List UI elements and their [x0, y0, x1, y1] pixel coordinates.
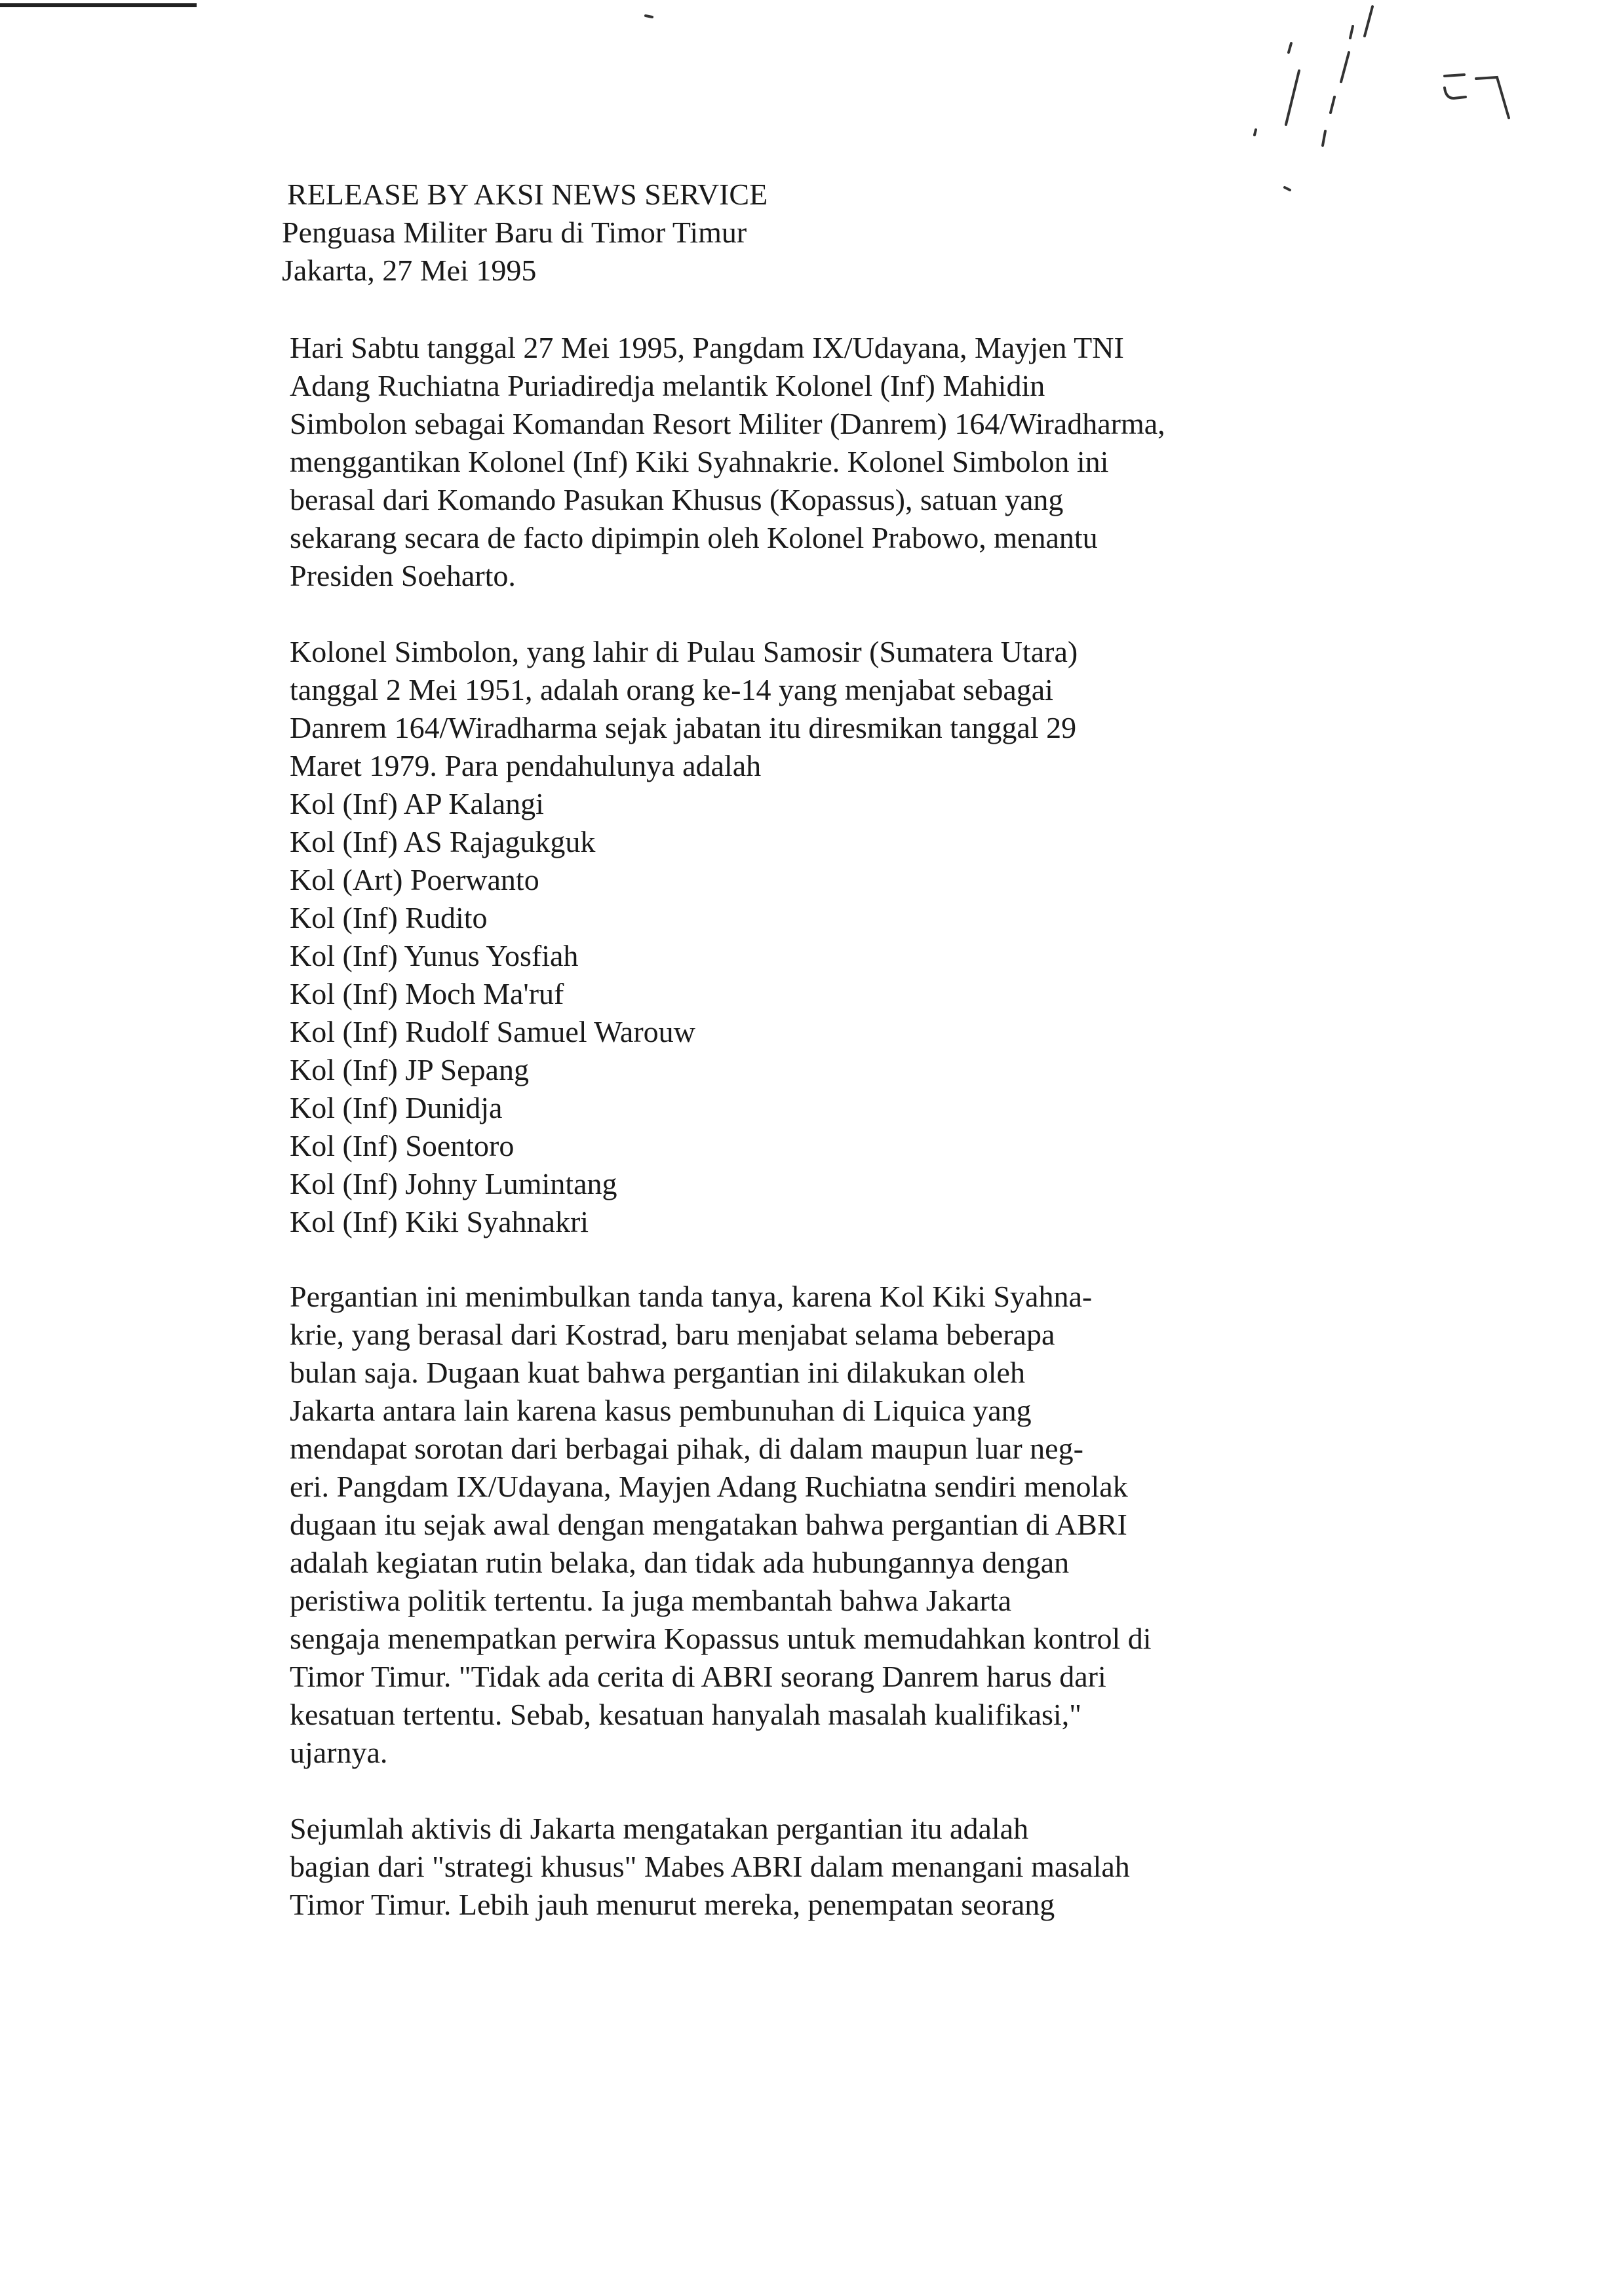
text-line: Jakarta antara lain karena kasus pembunuhan di Liquica yang [290, 1394, 1032, 1427]
text-line: berasal dari Komando Pasukan Khusus (Kopassus), satuan yang [290, 483, 1064, 516]
text-line: Timor Timur. Lebih jauh menurut mereka, penempatan seorang [290, 1888, 1055, 1921]
text-line: krie, yang berasal dari Kostrad, baru menjabat selama beberapa [290, 1318, 1055, 1351]
text-line: Maret 1979. Para pendahulunya adalah [290, 749, 762, 782]
paragraph-1 [290, 329, 1266, 595]
text-line: dugaan itu sejak awal dengan mengatakan bahwa pergantian di ABRI [290, 1508, 1127, 1541]
release-dateline: Jakarta, 27 Mei 1995 [282, 254, 537, 287]
text-line: bagian dari "strategi khusus" Mabes ABRI dalam menangani masalah [290, 1850, 1130, 1883]
predecessors-list [290, 785, 695, 1241]
text-line: menggantikan Kolonel (Inf) Kiki Syahnakrie. Kolonel Simbolon ini [290, 445, 1109, 478]
list-item: Kol (Inf) Yunus Yosfiah [290, 939, 579, 972]
list-item: Kol (Art) Poerwanto [290, 863, 539, 896]
press-release-header [282, 176, 768, 290]
text-line: Danrem 164/Wiradharma sejak jabatan itu diresmikan tanggal 29 [290, 711, 1077, 744]
text-line: ujarnya. [290, 1736, 388, 1769]
text-line: peristiwa politik tertentu. Ia juga membantah bahwa Jakarta [290, 1584, 1012, 1617]
list-item: Kol (Inf) Soentoro [290, 1129, 515, 1162]
list-item: Kol (Inf) Kiki Syahnakri [290, 1205, 589, 1238]
list-item: Kol (Inf) Dunidja [290, 1091, 503, 1124]
text-line: tanggal 2 Mei 1951, adalah orang ke-14 yang menjabat sebagai [290, 673, 1053, 706]
list-item: Kol (Inf) JP Sepang [290, 1053, 529, 1086]
text-line: Simbolon sebagai Komandan Resort Militer (Danrem) 164/Wiradharma, [290, 407, 1165, 440]
list-item: Kol (Inf) Rudito [290, 901, 488, 934]
text-line: Timor Timur. "Tidak ada cerita di ABRI seorang Danrem harus dari [290, 1660, 1106, 1693]
paragraph-2 [290, 633, 1266, 785]
text-line: Kolonel Simbolon, yang lahir di Pulau Samosir (Sumatera Utara) [290, 635, 1078, 668]
release-title: RELEASE BY AKSI NEWS SERVICE [287, 178, 768, 211]
paragraph-3 [290, 1278, 1266, 1772]
text-line: mendapat sorotan dari berbagai pihak, di dalam maupun luar neg- [290, 1432, 1083, 1465]
text-line: kesatuan tertentu. Sebab, kesatuan hanyalah masalah kualifikasi," [290, 1698, 1081, 1731]
list-item: Kol (Inf) Moch Ma'ruf [290, 977, 564, 1010]
text-line: bulan saja. Dugaan kuat bahwa pergantian ini dilakukan oleh [290, 1356, 1025, 1389]
list-item: Kol (Inf) AP Kalangi [290, 787, 544, 820]
text-line: Presiden Soeharto. [290, 559, 516, 592]
text-line: Hari Sabtu tanggal 27 Mei 1995, Pangdam IX/Udayana, Mayjen TNI [290, 331, 1124, 364]
list-item: Kol (Inf) Johny Lumintang [290, 1167, 617, 1200]
text-line: eri. Pangdam IX/Udayana, Mayjen Adang Ruchiatna sendiri menolak [290, 1470, 1128, 1503]
text-line: sekarang secara de facto dipimpin oleh Kolonel Prabowo, menantu [290, 521, 1098, 554]
text-line: Adang Ruchiatna Puriadiredja melantik Kolonel (Inf) Mahidin [290, 369, 1045, 402]
handwritten-slashes [646, 7, 1372, 190]
release-subject: Penguasa Militer Baru di Timor Timur [282, 216, 747, 249]
text-line: sengaja menempatkan perwira Kopassus untuk memudahkan kontrol di [290, 1622, 1152, 1655]
paragraph-4 [290, 1810, 1266, 1924]
text-line: adalah kegiatan rutin belaka, dan tidak ada hubungannya dengan [290, 1546, 1070, 1579]
handwritten-page-mark [1445, 75, 1509, 118]
text-line: Pergantian ini menimbulkan tanda tanya, karena Kol Kiki Syahna- [290, 1280, 1093, 1313]
list-item: Kol (Inf) AS Rajagukguk [290, 825, 596, 858]
text-line: Sejumlah aktivis di Jakarta mengatakan pergantian itu adalah [290, 1812, 1029, 1845]
list-item: Kol (Inf) Rudolf Samuel Warouw [290, 1015, 695, 1048]
